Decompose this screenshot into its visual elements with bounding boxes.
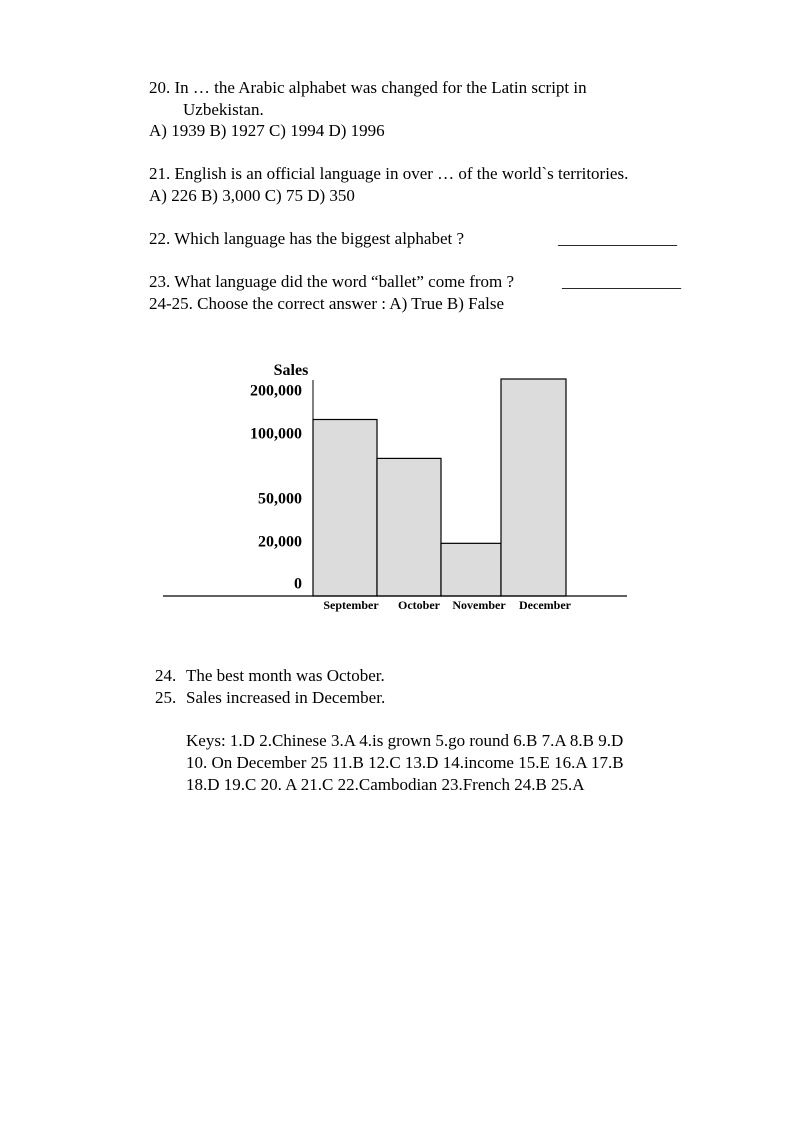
question-24-25-instruction: 24-25. Choose the correct answer : A) True B) False bbox=[149, 294, 505, 313]
statement-25-text: Sales increased in December. bbox=[186, 688, 386, 707]
answer-keys-line2: 10. On December 25 11.B 12.C 13.D 14.income 15.E 16.A 17.B bbox=[186, 753, 624, 772]
y-tick-label: 200,000 bbox=[250, 382, 302, 400]
bar-september bbox=[313, 420, 377, 597]
statement-24-number: 24. bbox=[155, 666, 177, 685]
bar-december bbox=[501, 379, 566, 596]
bar-november bbox=[441, 543, 501, 596]
question-20-line1: 20. In … the Arabic alphabet was changed for the Latin script in bbox=[149, 78, 587, 97]
answer-keys-line3: 18.D 19.C 20. A 21.C 22.Cambodian 23.French 24.B 25.A bbox=[186, 775, 585, 794]
answer-keys-line1: Keys: 1.D 2.Chinese 3.A 4.is grown 5.go round 6.B 7.A 8.B 9.D bbox=[186, 731, 624, 750]
bar-october bbox=[377, 458, 441, 596]
x-tick-label: September bbox=[323, 598, 379, 612]
y-tick-label: 100,000 bbox=[250, 425, 302, 443]
question-21-text: 21. English is an official language in over … of the world`s territories. bbox=[149, 164, 629, 183]
question-20-options: A) 1939 B) 1927 C) 1994 D) 1996 bbox=[149, 121, 385, 140]
y-tick-label: 20,000 bbox=[258, 533, 302, 551]
chart-y-axis-label: Sales bbox=[273, 362, 309, 379]
x-tick-label: December bbox=[519, 598, 571, 612]
statement-25-number: 25. bbox=[155, 688, 177, 707]
question-21-options: A) 226 B) 3,000 C) 75 D) 350 bbox=[149, 186, 355, 205]
statement-24-text: The best month was October. bbox=[186, 666, 385, 685]
question-23-text: 23. What language did the word “ballet” come from ? bbox=[149, 272, 515, 291]
question-20-line2: Uzbekistan. bbox=[183, 100, 264, 119]
question-22-answer-blank: ______________ bbox=[558, 229, 677, 248]
x-tick-label: October bbox=[398, 598, 440, 612]
question-22-text: 22. Which language has the biggest alphabet ? bbox=[149, 229, 465, 248]
question-23-answer-blank: ______________ bbox=[562, 272, 681, 291]
y-tick-label: 0 bbox=[294, 575, 302, 593]
y-tick-label: 50,000 bbox=[258, 490, 302, 508]
x-tick-label: November bbox=[452, 598, 506, 612]
